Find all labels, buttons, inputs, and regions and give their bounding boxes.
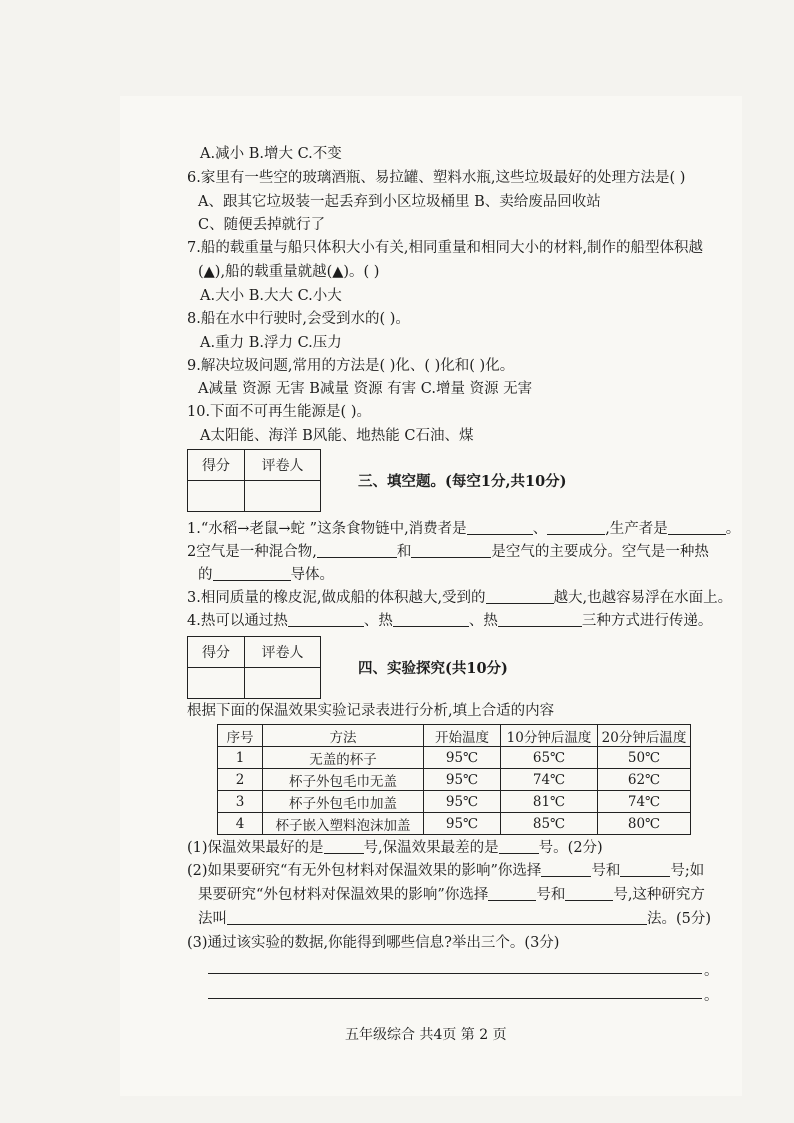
fill-q2-blank-1[interactable] — [317, 543, 397, 558]
fill-q1-blank-2[interactable] — [547, 520, 605, 535]
table-cell: 杯子外包毛巾加盖 — [263, 791, 424, 813]
table-cell: 1 — [218, 747, 263, 769]
table-cell: 50℃ — [598, 747, 691, 769]
table-header: 序号 — [218, 725, 263, 747]
fill-q1-blank-1[interactable] — [467, 520, 533, 535]
fill-q4 — [187, 612, 712, 630]
score-cell[interactable] — [188, 668, 245, 699]
table-cell: 2 — [218, 769, 263, 791]
experiment-intro: 根据下面的保温效果实验记录表进行分析,填上合适的内容 — [187, 703, 555, 719]
fill-q3-text-b: 越大,也越容易浮在水面上。 — [553, 590, 733, 606]
fill-q2-text-d: 的 — [198, 567, 213, 583]
q7-options: A.大小 B.大大 C.小大 — [200, 288, 342, 304]
table-row — [218, 791, 691, 813]
q8-options: A.重力 B.浮力 C.压力 — [200, 335, 342, 351]
fill-q1-text-d: 。 — [725, 521, 741, 537]
table-row — [218, 769, 691, 791]
exp-q2 — [187, 862, 704, 880]
q7-stem-line1: 7.船的载重量与船只体积大小有关,相同重量和相同大小的材料,制作的船型体积越 — [187, 240, 704, 256]
table-cell: 3 — [218, 791, 263, 813]
q5-options: A.减小 B.增大 C.不变 — [200, 146, 342, 162]
q8-stem: 8.船在水中行驶时,会受到水的( )。 — [187, 311, 410, 327]
fill-q2-text-b: 和 — [396, 544, 412, 560]
fill-q1 — [187, 520, 740, 538]
answer-period-2: 。 — [704, 988, 719, 1004]
exp-q2-blank-method[interactable] — [227, 910, 647, 925]
exp-q2-text-f: 号,这种研究方 — [613, 887, 705, 903]
table-cell: 62℃ — [598, 769, 691, 791]
exp-q1-blank-1[interactable] — [324, 839, 364, 854]
q7-stem-line2: (▲),船的载重量就越(▲)。( ) — [198, 264, 380, 280]
fill-q2-blank-2[interactable] — [411, 543, 491, 558]
exp-q1 — [187, 839, 603, 857]
fill-q3-text-a: 3.相同质量的橡皮泥,做成船的体积越大,受到的 — [187, 590, 486, 606]
grader-header: 评卷人 — [245, 450, 321, 481]
grader-cell[interactable] — [245, 668, 321, 699]
table-cell: 85℃ — [501, 813, 598, 835]
fill-q4-text-a: 4.热可以通过热 — [187, 613, 288, 629]
fill-q2-cont — [198, 566, 334, 584]
exp-q2-blank-2[interactable] — [620, 862, 670, 877]
fill-q2-text-c: 是空气的主要成分。空气是一种热 — [491, 544, 709, 560]
exp-q2-text-a: (2)如果要研究“有无外包材料对保温效果的影响”你选择 — [187, 863, 542, 879]
table-cell: 95℃ — [424, 813, 501, 835]
page-footer: 五年级综合 共4页 第 2 页 — [345, 1027, 507, 1043]
fill-q4-text-d: 三种方式进行传递。 — [581, 613, 713, 629]
table-cell: 65℃ — [501, 747, 598, 769]
exp-q2-blank-1[interactable] — [541, 862, 591, 877]
score-box-section3 — [187, 449, 321, 512]
score-header: 得分 — [188, 450, 245, 481]
fill-q4-text-c: 、热 — [468, 613, 498, 629]
table-row — [218, 813, 691, 835]
table-header: 方法 — [263, 725, 424, 747]
table-cell: 95℃ — [424, 769, 501, 791]
exp-q1-text-b: 号,保温效果最差的是 — [363, 840, 499, 856]
exp-q2-text-e: 号和 — [536, 887, 566, 903]
score-box-section4 — [187, 636, 321, 699]
q6-stem: 6.家里有一些空的玻璃酒瓶、易拉罐、塑料水瓶,这些垃圾最好的处理方法是( ) — [187, 170, 686, 186]
exp-q2-text-g: 法叫 — [198, 911, 227, 927]
fill-q2-blank-3[interactable] — [213, 566, 291, 581]
section3-title: 三、填空题。(每空1分,共10分) — [358, 473, 567, 490]
fill-q2 — [187, 543, 709, 561]
table-cell: 81℃ — [501, 791, 598, 813]
fill-q3-blank-1[interactable] — [486, 589, 554, 604]
grader-header: 评卷人 — [245, 637, 321, 668]
exp-q2-blank-4[interactable] — [565, 886, 613, 901]
q9-stem: 9.解决垃圾问题,常用的方法是( )化、( )化和( )化。 — [187, 358, 515, 374]
exp-q1-text-a: (1)保温效果最好的是 — [187, 840, 324, 856]
table-header: 20分钟后温度 — [598, 725, 691, 747]
insulation-table — [217, 724, 691, 835]
exp-q2-text-c: 号;如 — [670, 863, 705, 879]
score-header: 得分 — [188, 637, 245, 668]
answer-period-1: 。 — [704, 963, 719, 979]
section4-title: 四、实验探究(共10分) — [358, 660, 508, 677]
table-cell: 杯子外包毛巾无盖 — [263, 769, 424, 791]
exp-q2-text-d: 果要研究“外包材料对保温效果的影响”你选择 — [198, 887, 489, 903]
q10-options: A太阳能、海洋 B风能、地热能 C石油、煤 — [200, 428, 474, 444]
fill-q1-text-b: 、 — [532, 521, 548, 537]
fill-q1-text-c: ,生产者是 — [605, 521, 668, 537]
fill-q4-blank-3[interactable] — [498, 612, 582, 627]
q9-options: A减量 资源 无害 B减量 资源 有害 C.增量 资源 无害 — [198, 381, 533, 397]
fill-q1-blank-3[interactable] — [668, 520, 726, 535]
exp-q1-blank-2[interactable] — [499, 839, 539, 854]
q6-options-ab: A、跟其它垃圾装一起丢弃到小区垃圾桶里 B、卖给废品回收站 — [198, 194, 601, 210]
table-header: 10分钟后温度 — [501, 725, 598, 747]
exp-q3: (3)通过该实验的数据,你能得到哪些信息?举出三个。(3分) — [187, 935, 560, 951]
fill-q1-text-a: 1.“水稻→老鼠→蛇 ”这条食物链中,消费者是 — [187, 521, 467, 537]
exp-q2-blank-3[interactable] — [488, 886, 536, 901]
grader-cell[interactable] — [245, 481, 321, 512]
table-cell: 无盖的杯子 — [263, 747, 424, 769]
table-header-row — [218, 725, 691, 747]
fill-q4-blank-2[interactable] — [393, 612, 469, 627]
exp-q2-text-b: 号和 — [591, 863, 621, 879]
exp-q1-text-c: 号。(2分) — [538, 840, 603, 856]
exp-q2-method — [198, 910, 711, 928]
table-cell: 95℃ — [424, 791, 501, 813]
table-cell: 4 — [218, 813, 263, 835]
answer-line-1[interactable] — [208, 972, 702, 974]
table-cell: 95℃ — [424, 747, 501, 769]
fill-q2-text-a: 2空气是一种混合物, — [187, 544, 317, 560]
q10-stem: 10.下面不可再生能源是( )。 — [187, 404, 371, 420]
table-cell: 80℃ — [598, 813, 691, 835]
fill-q3 — [187, 589, 732, 607]
exp-q2-cont — [198, 886, 705, 904]
table-header: 开始温度 — [424, 725, 501, 747]
q6-option-c: C、随便丢掉就行了 — [198, 217, 326, 233]
score-cell[interactable] — [188, 481, 245, 512]
fill-q4-text-b: 、热 — [363, 613, 393, 629]
table-row — [218, 747, 691, 769]
exp-q2-text-h: 法。(5分) — [647, 911, 712, 927]
fill-q2-text-e: 导体。 — [290, 567, 334, 583]
answer-line-2[interactable] — [208, 997, 702, 999]
table-cell: 杯子嵌入塑料泡沫加盖 — [263, 813, 424, 835]
table-cell: 74℃ — [598, 791, 691, 813]
table-cell: 74℃ — [501, 769, 598, 791]
fill-q4-blank-1[interactable] — [288, 612, 364, 627]
